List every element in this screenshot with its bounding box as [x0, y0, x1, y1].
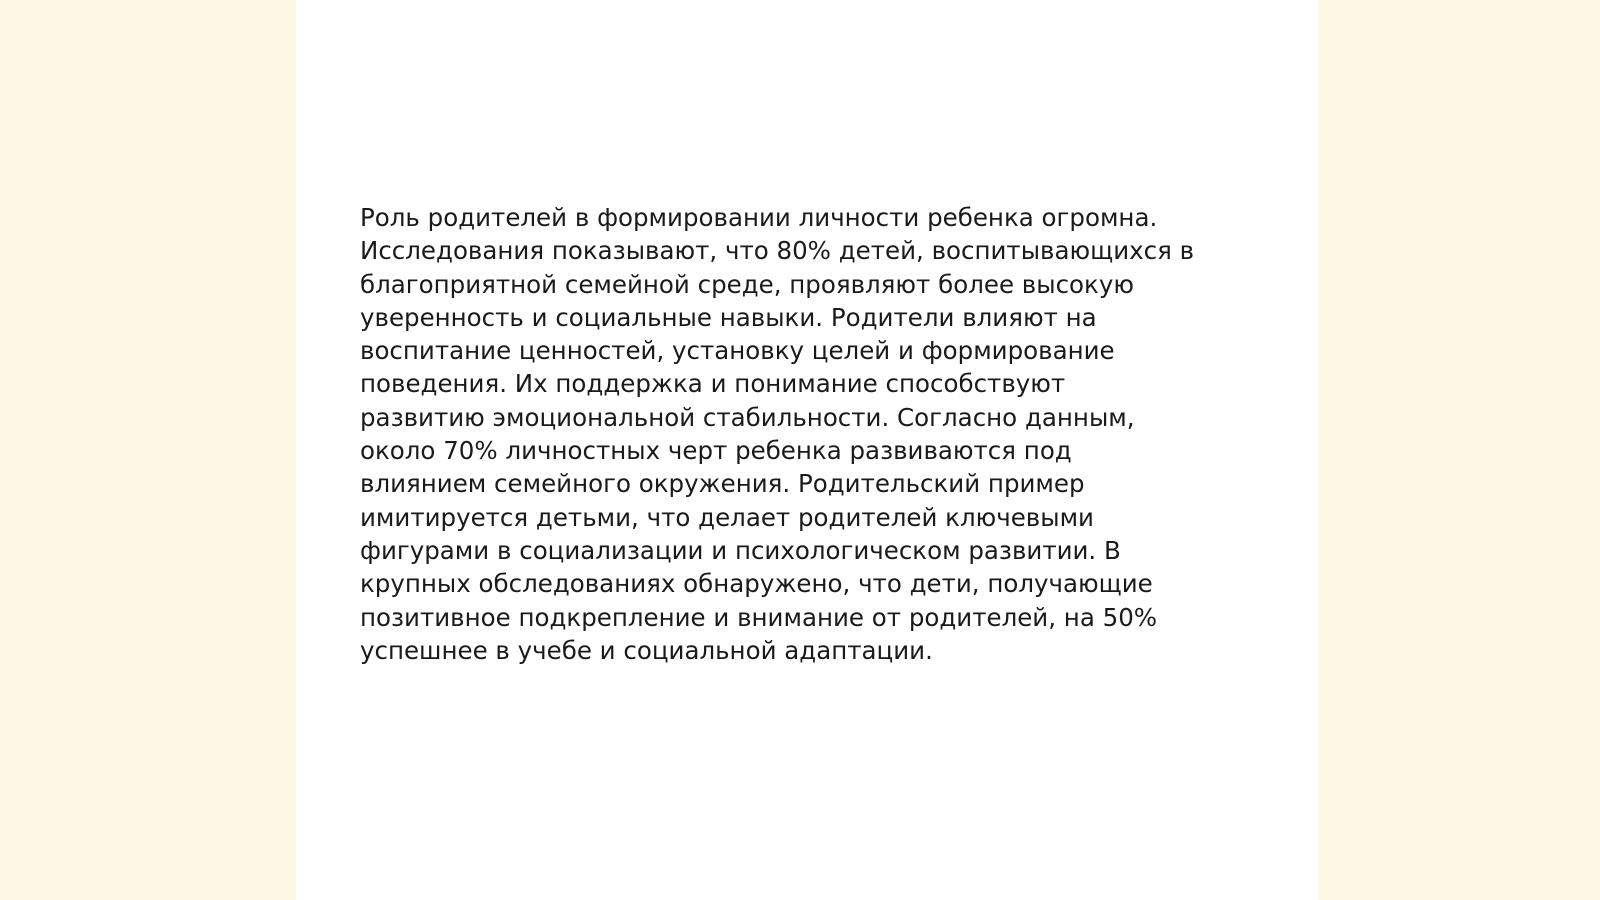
slide-body-text: Роль родителей в формировании личности ребенка огромна. Исследования показывают, что 80% детей, воспитывающихся в благоприятной семейной среде, проявляют более высокую уверенность и социальные навыки. Родители влияют на воспитание ценностей, установку целей и формирование поведения. Их поддержка и понимание способствуют развитию эмоциональной стабильности. Согласно данным, около 70% личностных черт ребенка развиваются под влиянием семейного окружения. Родительский пример имитируется детьми, что делает родителей ключевыми фигурами в социализации и психологическом развитии. В крупных обследованиях обнаружено, что дети, получающие позитивное подкрепление и внимание от родителей, на 50% успешнее в учебе и социальной адаптации. — [360, 203, 1195, 665]
slide — [296, 0, 1318, 900]
